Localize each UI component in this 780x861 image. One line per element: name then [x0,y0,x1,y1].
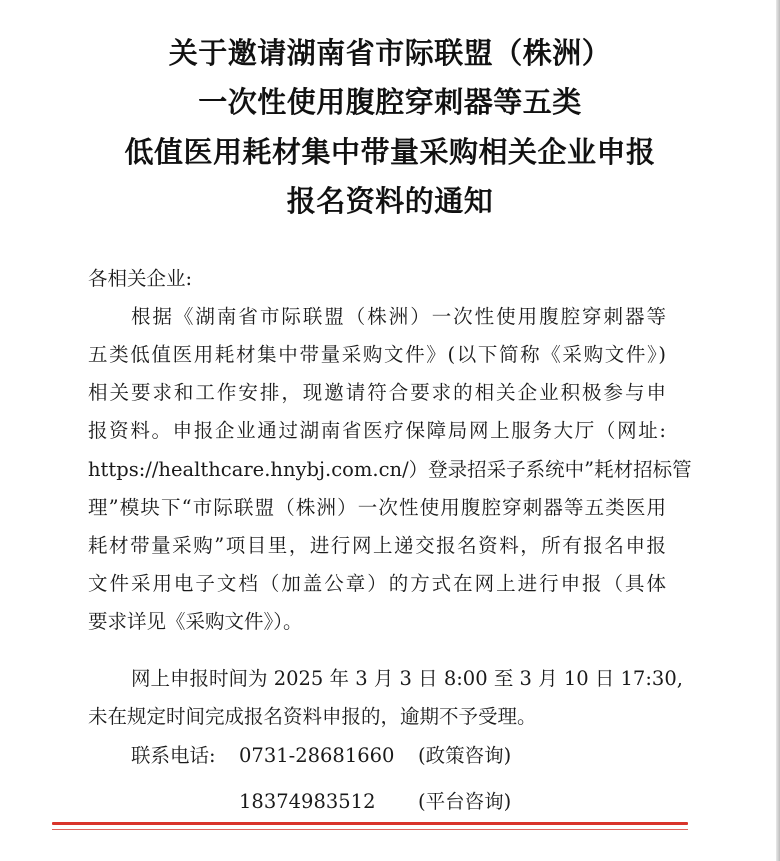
greeting: 各相关企业: [88,267,193,290]
page-edge-shadow [776,0,780,861]
paragraph-2-line-last: 未在规定时间完成报名资料申报的，逾期不予受理。 [88,705,537,728]
contact-phone-policy: 0731-28681660 [239,744,395,767]
title-line-1: 关于邀请湖南省市际联盟（株洲） [168,36,612,70]
red-divider-rule-thin [52,829,688,830]
paragraph-1-line: 五类低值医用耗材集中带量采购文件》(以下简称《采购文件》) [88,343,666,366]
paragraph-1-line: 耗材带量采购”项目里，进行网上递交报名资料，所有报名申报 [88,534,666,557]
paragraph-1-line: 根据《湖南省市际联盟（株洲）一次性使用腹腔穿刺器等 [131,305,666,328]
paragraph-1-line: 相关要求和工作安排，现邀请符合要求的相关企业积极参与申 [88,381,666,404]
red-divider-rule [52,822,688,825]
title-line-2: 一次性使用腹腔穿刺器等五类 [198,85,582,119]
title-line-3: 低值医用耗材集中带量采购相关企业申报 [124,135,656,169]
paragraph-1-line-url: https://healthcare.hnybj.com.cn/）登录招采子系统中”耗材招标管 [88,458,692,481]
title-line-4: 报名资料的通知 [286,184,494,218]
contact-label: 联系电话: [131,744,216,767]
paragraph-1-line: 报资料。申报企业通过湖南省医疗保障局网上服务大厅（网址: [88,419,666,442]
paragraph-1-line: 文件采用电子文档（加盖公章）的方式在网上进行申报（具体 [88,572,666,595]
paragraph-1-line: 理”模块下“市际联盟（株洲）一次性使用腹腔穿刺器等五类医用 [88,496,666,519]
contact-phone-platform: 18374983512 [239,790,376,813]
paragraph-2-line: 网上申报时间为 2025 年 3 月 3 日 8:00 至 3 月 10 日 17:30, [131,667,683,690]
contact-note-policy: (政策咨询) [418,744,512,767]
paragraph-1-line-last: 要求详见《采购文件》）。 [88,610,303,633]
contact-note-platform: (平台咨询) [418,790,512,813]
